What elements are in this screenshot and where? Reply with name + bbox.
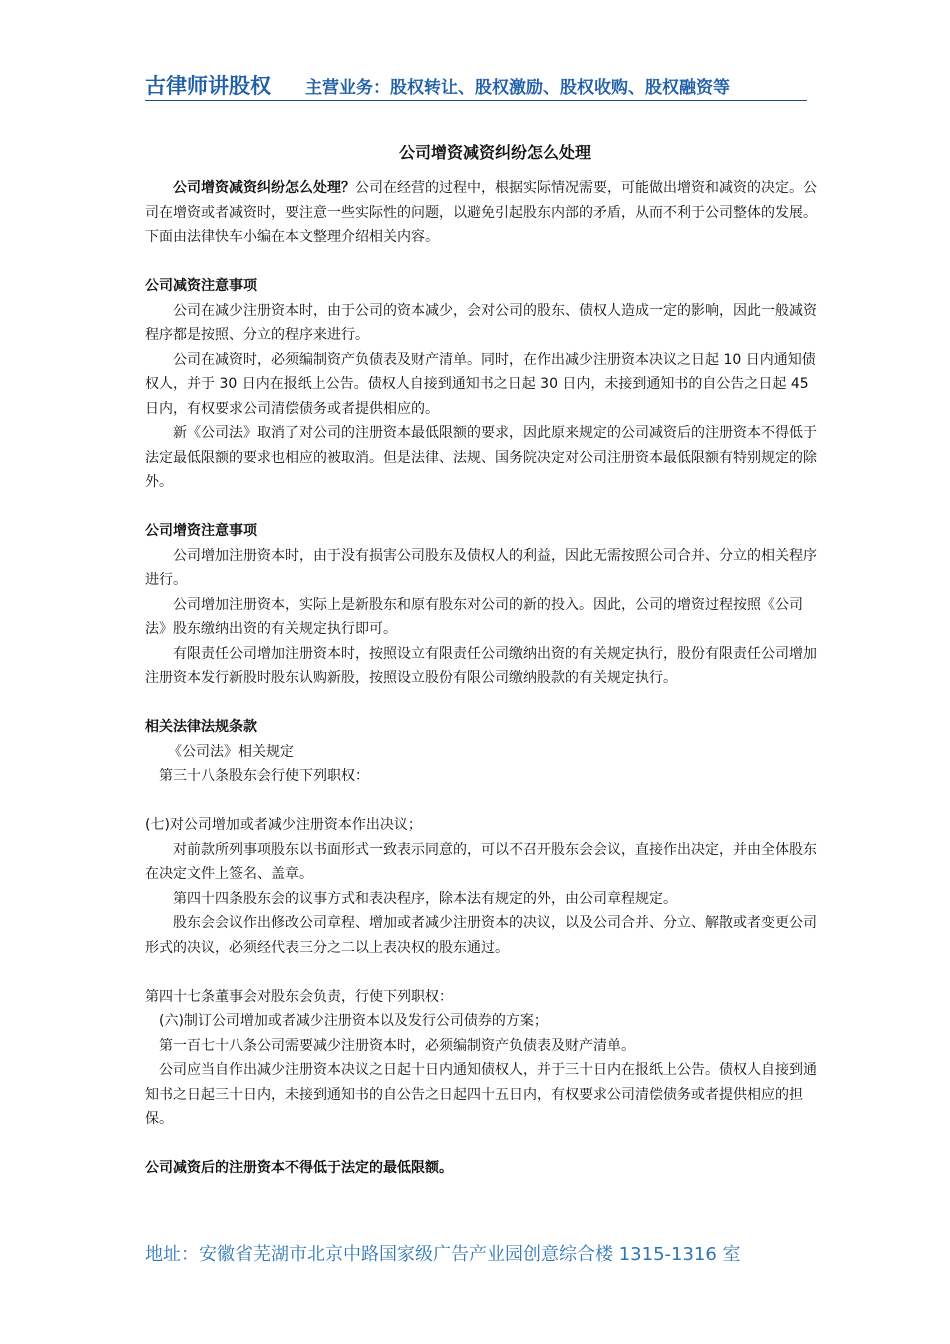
brand-name: 古律师讲股权 [145, 74, 271, 98]
services-tagline: 主营业务：股权转让、股权激励、股权收购、股权融资等 [305, 78, 730, 98]
conclusion: 公司减资后的注册资本不得低于法定的最低限额。 [145, 1160, 453, 1176]
article-47-item-6: (六)制订公司增加或者减少注册资本以及发行公司债券的方案； [159, 1013, 548, 1029]
paragraph: 有限责任公司增加注册资本时，按照设立有限责任公司缴纳出资的有关规定执行，股份有限责任公司增加注册资本发行新股时股东认购新股，按照设立股份有限公司缴纳股款的有关规定执行。 [145, 645, 817, 686]
intro-paragraph [145, 176, 817, 250]
footer-address: 地址：安徽省芜湖市北京中路国家级广告产业园创意综合楼 1315-1316 室 [145, 1244, 741, 1265]
paragraph: 公司在减资时，必须编制资产负债表及财产清单。同时，在作出减少注册资本决议之日起 10 日内通知债权人，并于 30 日内在报纸上公告。债权人自接到通知书之日起 30 日内，未接到通知书的自公告之日起 45 日内，有权要求公司清偿债务或者提供相应的。 [145, 351, 816, 417]
article-38-item-7: (七)对公司增加或者减少注册资本作出决议； [145, 817, 422, 833]
section-heading-reduction: 公司减资注意事项 [145, 278, 257, 294]
paragraph: 公司增加注册资本时，由于没有损害公司股东及债权人的利益，因此无需按照公司合并、分立的相关程序进行。 [145, 547, 817, 588]
article-38: 第三十八条股东会行使下列职权： [159, 768, 369, 784]
intro-text: 公司在经营的过程中，根据实际情况需要，可能做出增资和减资的决定。公司在增资或者减资时，要注意一些实际性的问题，以避免引起股东内部的矛盾，从而不利于公司整体的发展。下面由法律快车小编在本文整理介绍相关内容。 [145, 180, 817, 245]
document-body [145, 176, 817, 1181]
article-178-paragraph: 公司应当自作出减少注册资本决议之日起十日内通知债权人，并于三十日内在报纸上公告。债权人自接到通知书之日起三十日内，未接到通知书的自公告之日起四十五日内，有权要求公司清偿债务或者提供相应的担保。 [145, 1062, 817, 1127]
paragraph: 新《公司法》取消了对公司的注册资本最低限额的要求，因此原来规定的公司减资后的注册资本不得低于法定最低限额的要求也相应的被取消。但是法律、法规、国务院决定对公司注册资本最低限额有特别规定的除外。 [145, 425, 817, 490]
article-178: 第一百七十八条公司需要减少注册资本时，必须编制资产负债表及财产清单。 [159, 1037, 635, 1054]
law-title: 《公司法》相关规定 [168, 743, 294, 760]
article-44: 第四十四条股东会的议事方式和表决程序，除本法有规定的外，由公司章程规定。 [173, 890, 677, 907]
section-heading-laws: 相关法律法规条款 [145, 719, 257, 735]
article-47: 第四十七条董事会对股东会负责，行使下列职权： [145, 988, 453, 1005]
page-header [145, 70, 807, 101]
paragraph: 公司增加注册资本，实际上是新股东和原有股东对公司的新的投入。因此，公司的增资过程按照《公司法》股东缴纳出资的有关规定执行即可。 [145, 596, 803, 637]
intro-lead: 公司增资减资纠纷怎么处理？ [173, 180, 355, 196]
article-44-paragraph: 股东会会议作出修改公司章程、增加或者减少注册资本的决议，以及公司合并、分立、解散或者变更公司形式的决议，必须经代表三分之二以上表决权的股东通过。 [145, 915, 817, 956]
section-heading-increase: 公司增资注意事项 [145, 523, 257, 539]
document-title: 公司增资减资纠纷怎么处理 [398, 143, 591, 162]
article-38-note: 对前款所列事项股东以书面形式一致表示同意的，可以不召开股东会会议，直接作出决定，并由全体股东在决定文件上签名、盖章。 [145, 841, 817, 882]
paragraph: 公司在减少注册资本时，由于公司的资本减少，会对公司的股东、债权人造成一定的影响，因此一般减资程序都是按照、分立的程序来进行。 [145, 302, 817, 343]
